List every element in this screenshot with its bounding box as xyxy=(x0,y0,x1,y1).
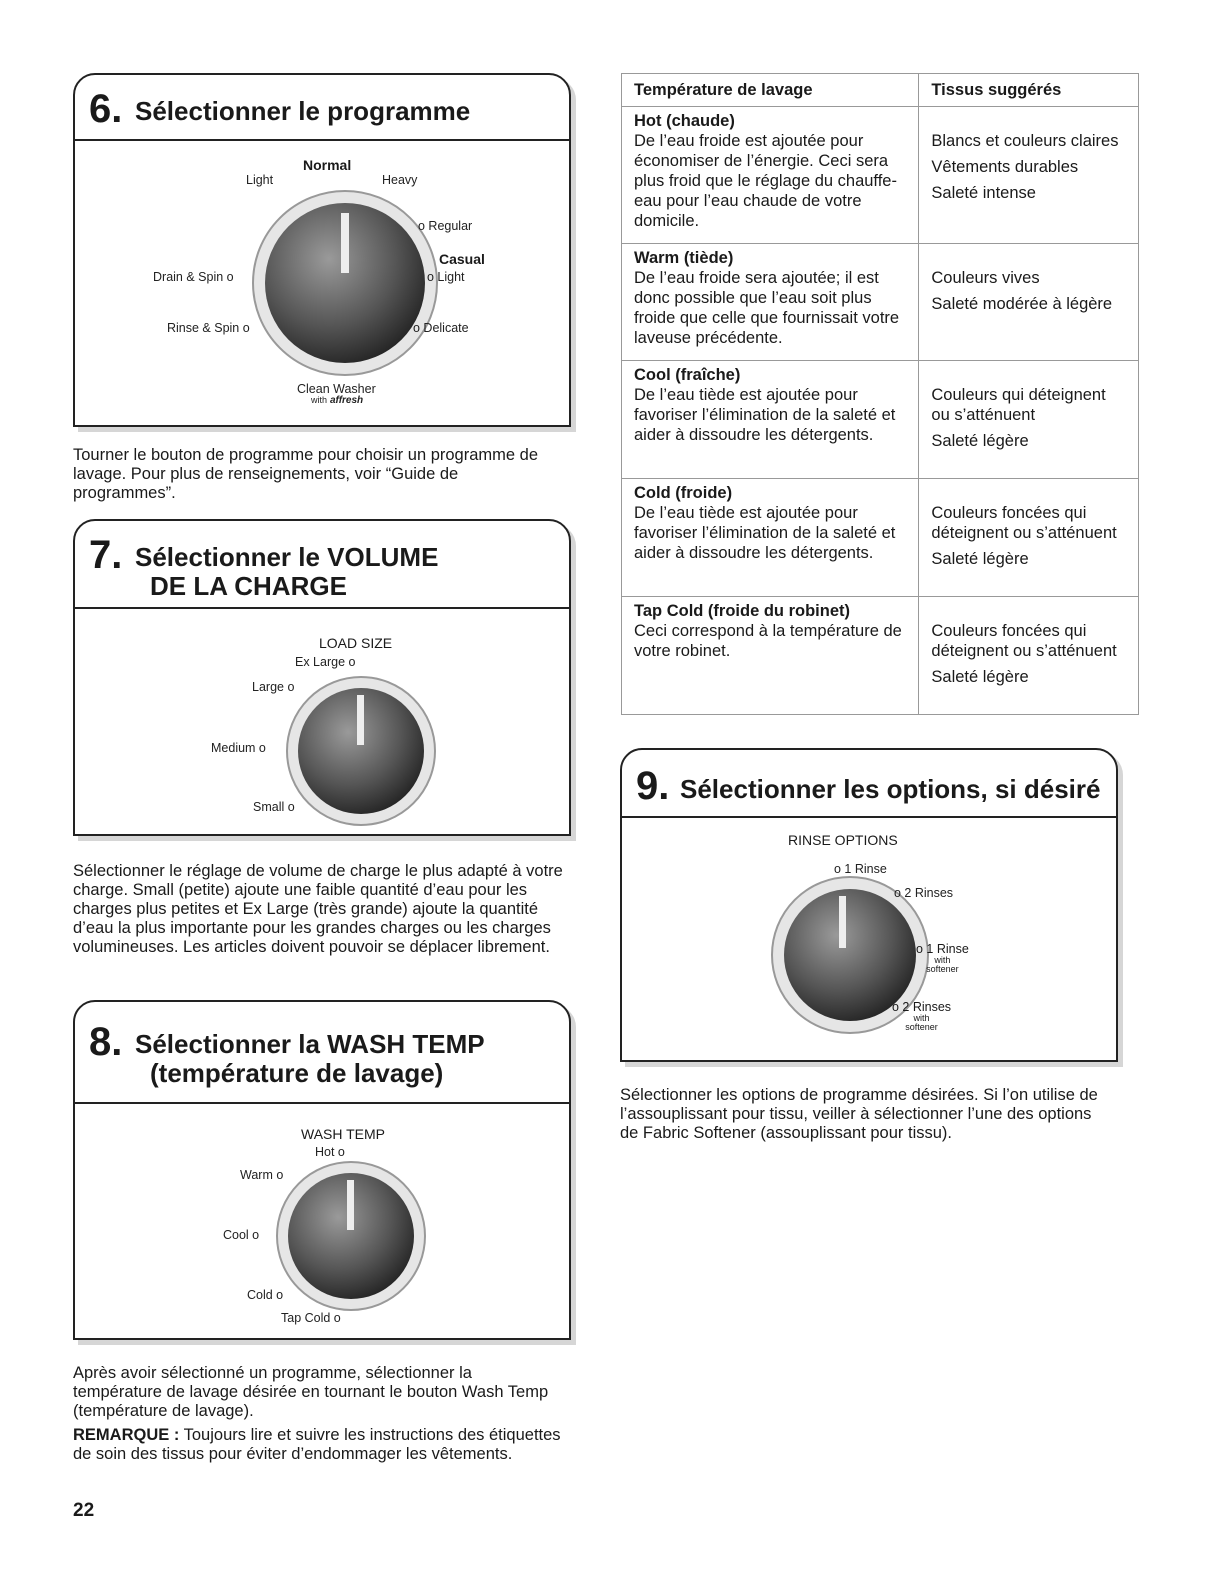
casual-light-label: o Light xyxy=(427,270,465,284)
medium-label: Medium o xyxy=(211,741,266,755)
heavy-label: Heavy xyxy=(382,173,418,187)
temp-name: Tap Cold (froide du robinet) xyxy=(634,602,850,620)
table-row xyxy=(622,361,1139,479)
one-rinse-label: o 1 Rinse xyxy=(834,862,887,876)
section-6-box xyxy=(73,73,571,427)
fabric-item: Vêtements durables xyxy=(931,158,1079,176)
softener-text: softener xyxy=(905,1022,938,1032)
large-label: Large o xyxy=(252,680,295,694)
temp-name: Cold (froide) xyxy=(634,484,733,502)
load-size-title: LOAD SIZE xyxy=(319,635,393,651)
fabric-item: Couleurs foncées qui déteignent ou s’atténuent xyxy=(931,504,1117,542)
small-label: Small o xyxy=(253,800,295,814)
section-9-box xyxy=(620,748,1118,1062)
section-heading: Sélectionner les options, si désiré xyxy=(680,774,1101,804)
section-8-box xyxy=(73,1000,571,1340)
rinse-options-title: RINSE OPTIONS xyxy=(788,832,898,848)
column-header-fabrics: Tissus suggérés xyxy=(919,74,1139,107)
fabric-item: Blancs et couleurs claires xyxy=(931,132,1119,150)
fabric-item: Couleurs qui déteignent ou s’atténuent xyxy=(931,386,1106,424)
two-rinses-softener-option xyxy=(892,1000,951,1032)
step-number: 7. xyxy=(89,533,123,577)
section-9-header xyxy=(622,750,1116,818)
fabric-item: Saleté légère xyxy=(931,550,1029,568)
fabric-item: Saleté légère xyxy=(931,668,1029,686)
fabric-item: Couleurs foncées qui déteignent ou s’atténuent xyxy=(931,622,1117,660)
with-text: with xyxy=(934,955,951,965)
affresh-logo: affresh xyxy=(330,395,364,406)
wash-temp-table xyxy=(621,73,1139,715)
drain-spin-label: Drain & Spin o xyxy=(153,270,234,284)
temp-description: De l’eau froide est ajoutée pour économiser de l’énergie. Ceci sera plus froid que le réglage du chauffe-eau pour l’eau chaude de votre domicile. xyxy=(634,132,897,230)
section-heading-line-1: Sélectionner le VOLUME xyxy=(135,542,439,572)
warm-label: Warm o xyxy=(240,1168,284,1182)
section-7-header xyxy=(75,521,569,609)
one-rinse-softener-option xyxy=(916,942,969,974)
fabric-item: Saleté légère xyxy=(931,432,1029,450)
section-heading: Sélectionner le programme xyxy=(135,96,471,126)
section-9-text: Sélectionner les options de programme désirées. Si l’on utilise de l’assouplissant pour tissu, veiller à sélectionner l’une des options de Fabric Softener (assouplissant pour tissu). xyxy=(620,1086,1098,1142)
section-8-note xyxy=(73,1426,563,1464)
two-rinses-label: o 2 Rinses xyxy=(894,886,954,900)
table-row xyxy=(622,479,1139,597)
casual-label: Casual xyxy=(439,251,485,267)
section-8-text: Après avoir sélectionné un programme, sélectionner la température de lavage désirée en tournant le bouton Wash Temp (température de lavage). xyxy=(73,1364,549,1420)
option-label: o 1 Rinse xyxy=(916,942,969,956)
table-row xyxy=(622,597,1139,715)
load-size-dial-icon xyxy=(281,671,441,831)
regular-label: o Regular xyxy=(418,219,473,233)
column-header-temperature: Température de lavage xyxy=(622,74,919,107)
temp-description: De l’eau tiède est ajoutée pour favoriser l’élimination de la saleté et aider à dissoudre les détergents. xyxy=(634,386,896,444)
table-row xyxy=(622,107,1139,244)
with-label: with xyxy=(311,395,328,405)
option-label: o 2 Rinses xyxy=(892,1000,952,1014)
fabric-item: Saleté modérée à légère xyxy=(931,295,1113,313)
light-label: Light xyxy=(246,173,274,187)
section-7-box xyxy=(73,519,571,836)
cold-label: Cold o xyxy=(247,1288,284,1302)
wash-temp-title: WASH TEMP xyxy=(301,1126,386,1142)
delicate-label: o Delicate xyxy=(413,321,469,335)
hot-label: Hot o xyxy=(315,1145,345,1159)
temp-name: Hot (chaude) xyxy=(634,112,735,130)
page-number: 22 xyxy=(73,1500,95,1521)
table-header-row xyxy=(622,74,1139,107)
cool-label: Cool o xyxy=(223,1228,260,1242)
with-text: with xyxy=(913,1013,930,1023)
step-number: 8. xyxy=(89,1020,123,1064)
section-7-text: Sélectionner le réglage de volume de charge le plus adapté à votre charge. Small (petite) ajoute une faible quantité d’eau pour les charges plus petites et Ex Large (très grande) ajoute la quantité d’eau la plus importante pour les grandes charges ou les charges volumineuses. Les articles doivent pouvoir se déplacer librement. xyxy=(73,862,563,956)
rinse-spin-label: Rinse & Spin o xyxy=(167,321,250,335)
section-6-header xyxy=(75,75,569,141)
temp-description: De l’eau tiède est ajoutée pour favoriser l’élimination de la saleté et aider à dissoudre les détergents. xyxy=(634,504,896,562)
wash-temp-dial-icon xyxy=(271,1156,431,1316)
step-number: 9. xyxy=(636,764,670,808)
section-heading-line-2: (température de lavage) xyxy=(150,1058,444,1088)
temp-description: De l’eau froide sera ajoutée; il est donc possible que l’eau soit plus froide que celle que fournissait votre laveuse précédente. xyxy=(634,269,900,347)
note-text: Toujours lire et suivre les instructions des étiquettes de soin des tissus pour éviter d’endommager les vêtements. xyxy=(73,1426,561,1463)
ex-large-label: Ex Large o xyxy=(295,655,356,669)
fabric-item: Couleurs vives xyxy=(931,269,1040,287)
normal-label: Normal xyxy=(303,157,352,173)
table-row xyxy=(622,244,1139,361)
section-heading-line-1: Sélectionner la WASH TEMP xyxy=(135,1029,485,1059)
section-6-text: Tourner le bouton de programme pour choisir un programme de lavage. Pour plus de renseignements, voir “Guide de programmes”. xyxy=(73,446,538,502)
cycle-dial-icon xyxy=(245,183,445,383)
fabric-item: Saleté intense xyxy=(931,184,1036,202)
section-8-header xyxy=(75,1002,569,1104)
temp-description: Ceci correspond à la température de votre robinet. xyxy=(634,622,902,660)
tap-cold-label: Tap Cold o xyxy=(281,1311,341,1325)
clean-washer-label: Clean Washer xyxy=(297,382,376,396)
temp-name: Warm (tiède) xyxy=(634,249,734,267)
step-number: 6. xyxy=(89,87,123,131)
note-label: REMARQUE : xyxy=(73,1426,180,1444)
softener-text: softener xyxy=(926,964,959,974)
temp-name: Cool (fraîche) xyxy=(634,366,741,384)
section-heading-line-2: DE LA CHARGE xyxy=(150,571,347,601)
